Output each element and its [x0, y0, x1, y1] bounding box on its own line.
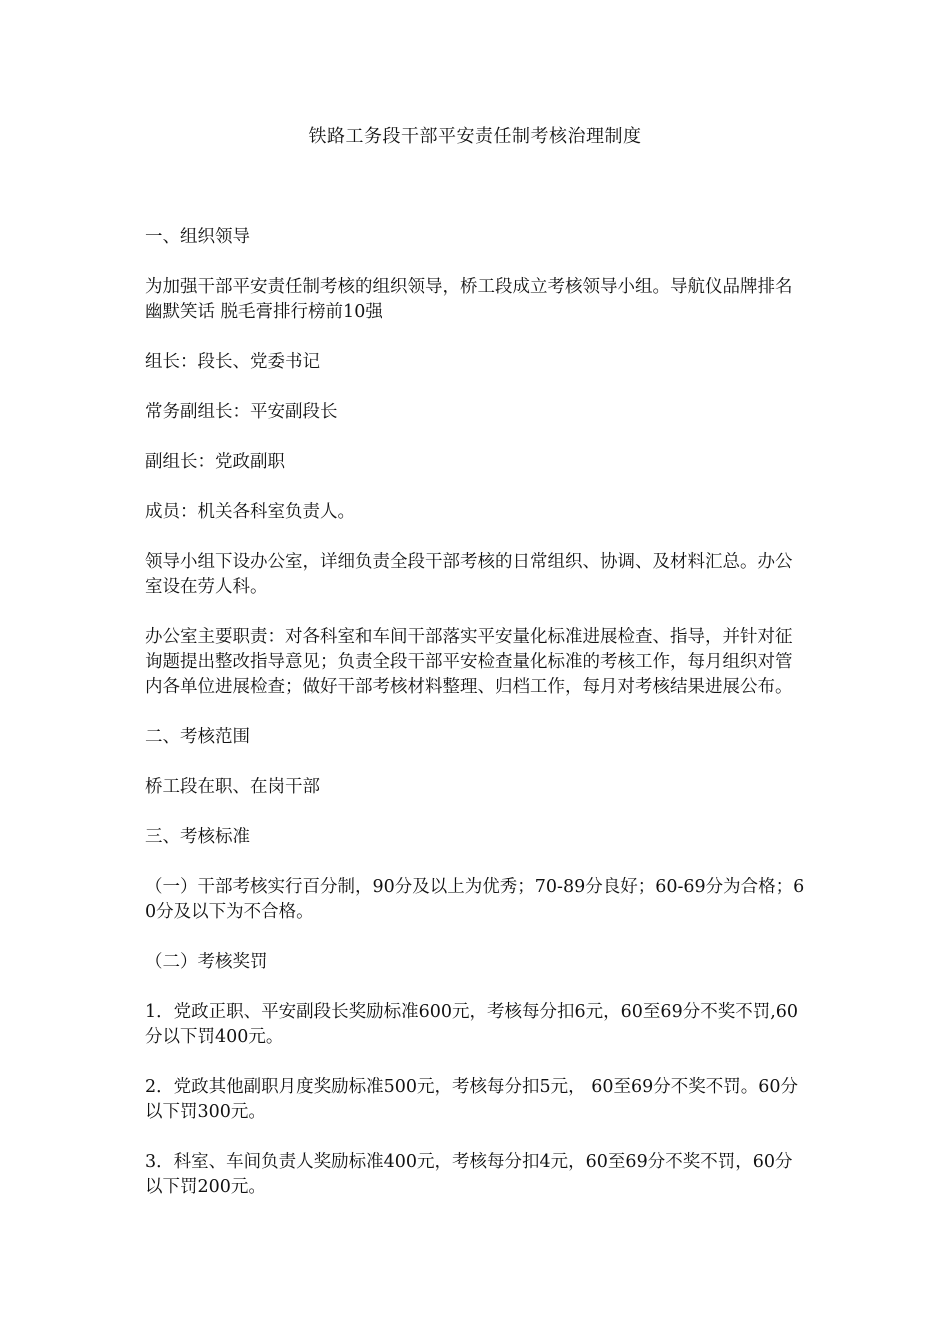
section-heading-scope: 二、考核范围: [145, 727, 250, 747]
section-heading-organization: 一、组织领导: [145, 227, 250, 247]
paragraph-members: 成员：机关各科室负责人。: [145, 502, 355, 522]
subheading-rewards: （二）考核奖罚: [145, 952, 268, 972]
list-item-reward-1: 1．党政正职、平安副段长奖励标准600元，考核每分扣6元，60至69分不奖不罚,60分以下罚400元。: [145, 1002, 799, 1047]
paragraph-deputy: 副组长：党政副职: [145, 452, 285, 472]
paragraph-scope: 桥工段在职、在岗干部: [145, 777, 320, 797]
paragraph-executive-deputy: 常务副组长：平安副段长: [145, 402, 338, 422]
paragraph-scoring: （一）干部考核实行百分制，90分及以上为优秀；70-89分良好；60-69分为合格；60分及以下为不合格。: [145, 877, 805, 922]
paragraph-office-duties: 办公室主要职责：对各科室和车间干部落实平安量化标准进展检查、指导，并针对征询题提出整改指导意见；负责全段干部平安检查量化标准的考核工作，每月组织对管内各单位进展检查；做好干部考核材料整理、归档工作，每月对考核结果进展公布。: [145, 627, 793, 697]
paragraph-intro: 为加强干部平安责任制考核的组织领导，桥工段成立考核领导小组。导航仪品牌排名 幽默笑话 脱毛膏排行榜前10强: [145, 277, 793, 322]
document-title: 铁路工务段干部平安责任制考核治理制度: [308, 126, 642, 147]
document-body: [145, 225, 805, 1225]
section-heading-standards: 三、考核标准: [145, 827, 250, 847]
list-item-reward-3: 3．科室、车间负责人奖励标准400元，考核每分扣4元，60至69分不奖不罚，60分以下罚200元。: [145, 1152, 793, 1197]
paragraph-office: 领导小组下设办公室，详细负责全段干部考核的日常组织、协调、及材料汇总。办公室设在劳人科。: [145, 552, 793, 597]
paragraph-leader: 组长：段长、党委书记: [145, 352, 320, 372]
list-item-reward-2: 2．党政其他副职月度奖励标准500元，考核每分扣5元， 60至69分不奖不罚。60分以下罚300元。: [145, 1077, 799, 1122]
